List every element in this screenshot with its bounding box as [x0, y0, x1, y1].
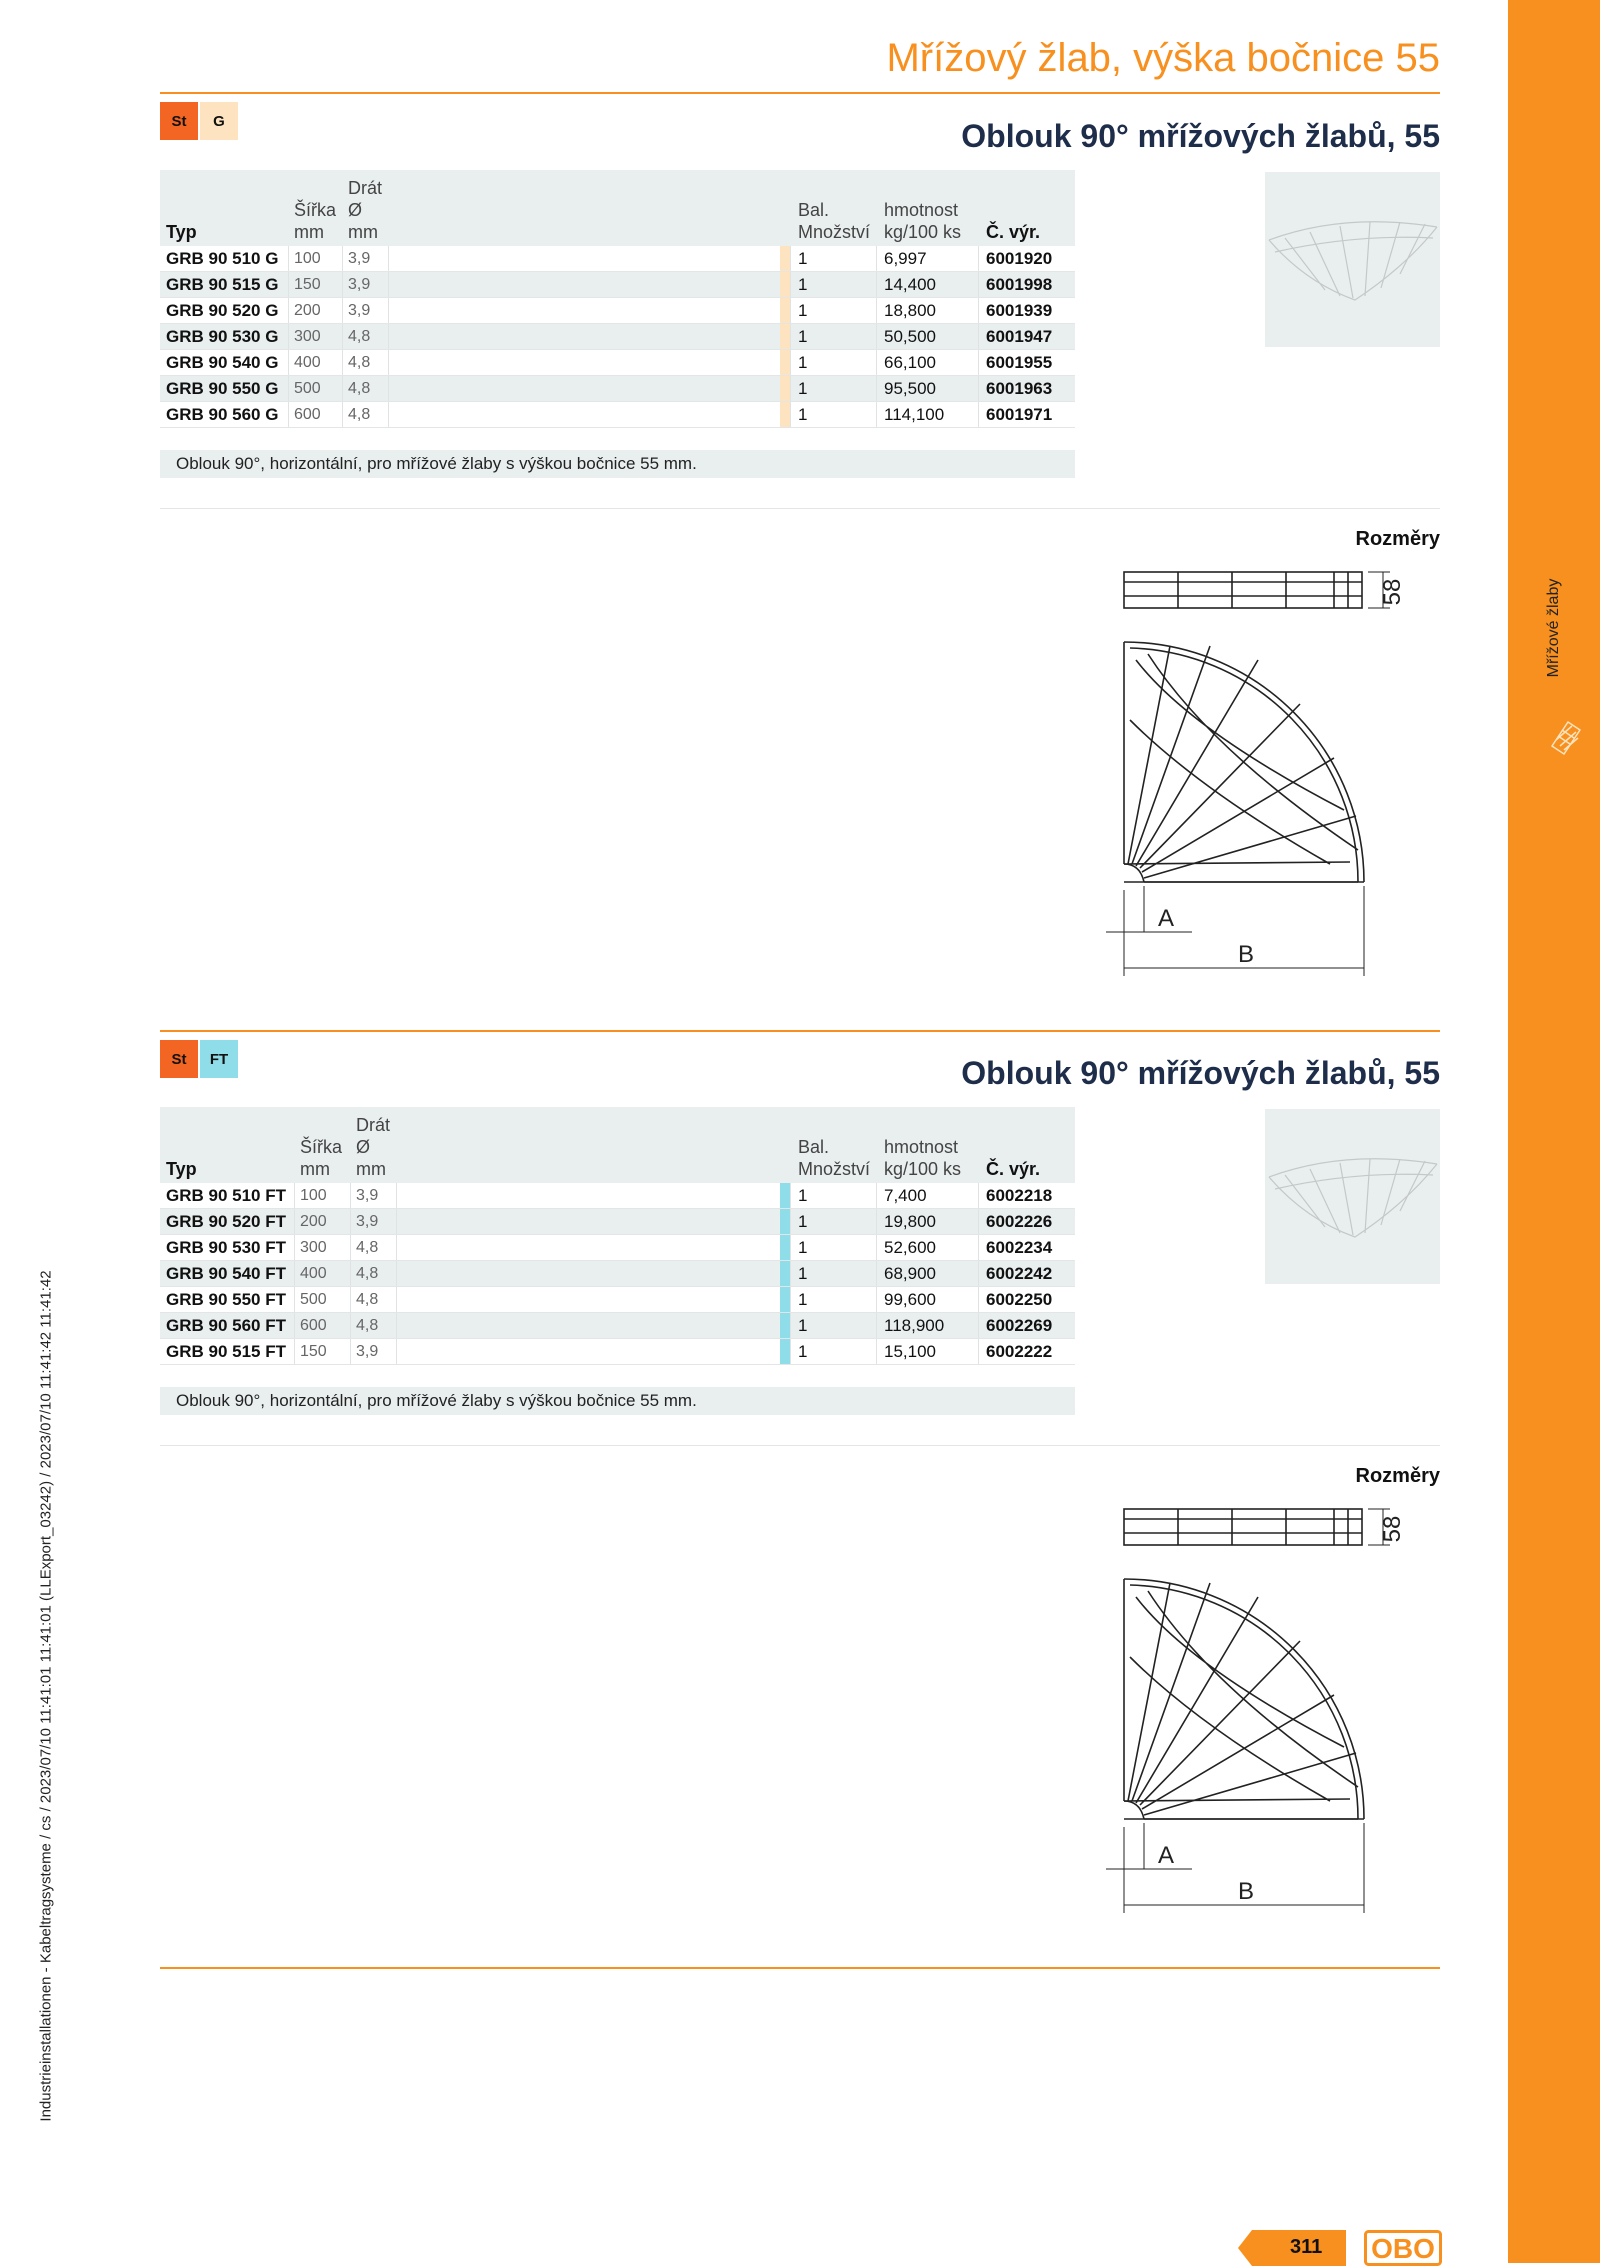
cell-divider: [294, 1339, 295, 1364]
dimension-drawing: [1100, 560, 1440, 980]
cell-wire: 3,9: [356, 1213, 379, 1230]
material-badges: [160, 1040, 238, 1078]
col-wire: Drát Ø mm: [356, 1115, 391, 1179]
cell-pack: 1: [798, 301, 808, 320]
finish-band: [780, 376, 790, 401]
badge-ft: FT: [200, 1040, 238, 1078]
cell-type: GRB 90 510 G: [166, 249, 279, 268]
cell-type: GRB 90 540 FT: [166, 1264, 286, 1283]
cell-width: 100: [294, 250, 321, 267]
cell-divider: [790, 376, 791, 401]
cell-divider: [294, 1183, 295, 1208]
cell-divider: [790, 1235, 791, 1260]
dim-height: 58: [1379, 1515, 1406, 1543]
table-header: [160, 1107, 1075, 1183]
cell-pack: 1: [798, 353, 808, 372]
footer-rule: [160, 1967, 1440, 1969]
cell-divider: [342, 246, 343, 271]
cell-divider: [350, 1287, 351, 1312]
cell-divider: [288, 246, 289, 271]
cell-type: GRB 90 550 G: [166, 379, 279, 398]
cell-divider: [294, 1235, 295, 1260]
cell-pack: 1: [798, 1316, 808, 1335]
cell-article: 6002242: [986, 1264, 1053, 1283]
cell-divider: [876, 402, 877, 427]
cell-divider: [978, 1313, 979, 1338]
dim-a: A: [1157, 1842, 1175, 1869]
dimensions-label: Rozměry: [1355, 528, 1440, 550]
cell-divider: [294, 1287, 295, 1312]
cell-mass: 50,500: [884, 327, 936, 346]
col-type: Typ: [166, 1159, 197, 1179]
badge-st: St: [160, 102, 198, 140]
cell-wire: 4,8: [348, 354, 371, 371]
cell-divider: [876, 324, 877, 349]
table-row: [160, 350, 1075, 376]
cell-article: 6002226: [986, 1212, 1053, 1231]
section-divider: [160, 1445, 1440, 1446]
cell-pack: 1: [798, 249, 808, 268]
cell-pack: 1: [798, 275, 808, 294]
cell-divider: [876, 298, 877, 323]
cell-mass: 18,800: [884, 301, 936, 320]
table-row: [160, 1313, 1075, 1339]
cell-divider: [978, 246, 979, 271]
cell-type: GRB 90 560 FT: [166, 1316, 286, 1335]
cell-type: GRB 90 540 G: [166, 353, 279, 372]
finish-band: [780, 298, 790, 323]
product-table: [160, 170, 1075, 428]
cell-wire: 4,8: [356, 1265, 379, 1282]
cell-divider: [978, 350, 979, 375]
cell-wire: 3,9: [356, 1343, 379, 1360]
cell-divider: [396, 1235, 397, 1260]
cell-width: 200: [300, 1213, 327, 1230]
cell-mass: 14,400: [884, 275, 936, 294]
finish-band: [780, 1235, 790, 1260]
cell-width: 400: [300, 1265, 327, 1282]
cell-wire: 4,8: [348, 406, 371, 423]
cell-divider: [790, 324, 791, 349]
finish-band: [780, 324, 790, 349]
dim-b: B: [1237, 941, 1255, 968]
cell-mass: 99,600: [884, 1290, 936, 1309]
table-row: [160, 1235, 1075, 1261]
cell-divider: [396, 1313, 397, 1338]
cell-wire: 3,9: [356, 1187, 379, 1204]
cell-divider: [342, 376, 343, 401]
cell-divider: [790, 1287, 791, 1312]
cell-type: GRB 90 515 FT: [166, 1342, 286, 1361]
cell-divider: [388, 324, 389, 349]
cell-divider: [978, 1183, 979, 1208]
col-mass: hmotnost kg/100 ks: [884, 1137, 962, 1179]
table-row: [160, 246, 1075, 272]
cell-mass: 95,500: [884, 379, 936, 398]
cell-article: 6001920: [986, 249, 1053, 268]
cell-divider: [876, 1235, 877, 1260]
cable-tray-bend-photo-icon: [1265, 172, 1440, 347]
cell-divider: [790, 298, 791, 323]
cell-divider: [978, 1209, 979, 1234]
table-row: [160, 1287, 1075, 1313]
obo-logo: [1364, 2230, 1442, 2266]
finish-band: [780, 402, 790, 427]
cell-pack: 1: [798, 1186, 808, 1205]
table-row: [160, 1339, 1075, 1365]
header-rule: [160, 92, 1440, 94]
cell-type: GRB 90 530 FT: [166, 1238, 286, 1257]
finish-band: [780, 1261, 790, 1286]
cell-article: 6001947: [986, 327, 1053, 346]
cell-divider: [790, 1261, 791, 1286]
cell-width: 150: [294, 276, 321, 293]
table-row: [160, 1209, 1075, 1235]
cell-width: 600: [300, 1317, 327, 1334]
cell-divider: [790, 1339, 791, 1364]
dim-height: 58: [1379, 578, 1406, 606]
table-body: [160, 246, 1075, 428]
cell-mass: 19,800: [884, 1212, 936, 1231]
finish-band: [780, 1183, 790, 1208]
cell-wire: 3,9: [348, 250, 371, 267]
cell-divider: [790, 246, 791, 271]
cell-divider: [342, 324, 343, 349]
col-pack: Bal. Množství: [798, 1137, 871, 1179]
badge-st: St: [160, 1040, 198, 1078]
cell-divider: [350, 1261, 351, 1286]
cell-divider: [288, 376, 289, 401]
cell-mass: 15,100: [884, 1342, 936, 1361]
table-header: [160, 170, 1075, 246]
cell-article: 6002234: [986, 1238, 1053, 1257]
cable-tray-bend-photo-icon: [1265, 1109, 1440, 1284]
material-badges: [160, 102, 238, 140]
finish-band: [780, 1287, 790, 1312]
cell-divider: [288, 402, 289, 427]
cell-article: 6002250: [986, 1290, 1053, 1309]
cell-wire: 4,8: [356, 1239, 379, 1256]
cell-divider: [294, 1209, 295, 1234]
cell-wire: 4,8: [356, 1291, 379, 1308]
cable-tray-icon: [1548, 716, 1584, 760]
cell-divider: [388, 350, 389, 375]
finish-band: [780, 1209, 790, 1234]
col-pack: Bal. Množství: [798, 200, 871, 242]
cell-divider: [294, 1261, 295, 1286]
page-title: Mřížový žlab, výška bočnice 55: [886, 36, 1440, 80]
table-row: [160, 298, 1075, 324]
cell-wire: 4,8: [348, 328, 371, 345]
cell-article: 6001971: [986, 405, 1053, 424]
col-type: Typ: [166, 222, 197, 242]
finish-band: [780, 272, 790, 297]
table-row: [160, 1261, 1075, 1287]
cell-article: 6001998: [986, 275, 1053, 294]
cell-mass: 68,900: [884, 1264, 936, 1283]
cell-type: GRB 90 560 G: [166, 405, 279, 424]
cell-type: GRB 90 520 G: [166, 301, 279, 320]
cell-pack: 1: [798, 1264, 808, 1283]
product-description: Oblouk 90°, horizontální, pro mřížové žlaby s výškou bočnice 55 mm.: [160, 450, 1075, 478]
col-width: Šířka mm: [300, 1137, 343, 1179]
section-rule: [160, 1030, 1440, 1032]
cell-pack: 1: [798, 1342, 808, 1361]
table-row: [160, 1183, 1075, 1209]
print-metadata: Industrieinstallationen - Kabeltragsysteme / cs / 2023/07/10 11:41:01 11:41:01 (LLExport_03242) / 2023/07/10 11:41:42 11:41:42: [37, 1270, 55, 2122]
cell-divider: [978, 298, 979, 323]
cell-divider: [978, 402, 979, 427]
cell-divider: [396, 1183, 397, 1208]
finish-band: [780, 350, 790, 375]
cell-divider: [876, 246, 877, 271]
cell-divider: [350, 1339, 351, 1364]
cell-divider: [396, 1261, 397, 1286]
cell-wire: 4,8: [356, 1317, 379, 1334]
product-description: Oblouk 90°, horizontální, pro mřížové žlaby s výškou bočnice 55 mm.: [160, 1387, 1075, 1415]
dim-b: B: [1237, 1878, 1255, 1905]
dim-a: A: [1157, 905, 1175, 932]
badge-g: G: [200, 102, 238, 140]
finish-band: [780, 246, 790, 271]
table-body: [160, 1183, 1075, 1365]
cell-type: GRB 90 530 G: [166, 327, 279, 346]
cell-divider: [388, 298, 389, 323]
product-table: [160, 1107, 1075, 1365]
cell-divider: [388, 272, 389, 297]
table-row: [160, 324, 1075, 350]
page-number: 311: [1290, 2236, 1323, 2258]
cell-divider: [978, 272, 979, 297]
cell-divider: [876, 1261, 877, 1286]
col-article: Č. výr.: [986, 222, 1041, 242]
cell-pack: 1: [798, 1238, 808, 1257]
col-wire: Drát Ø mm: [348, 178, 383, 242]
cell-divider: [350, 1183, 351, 1208]
cell-divider: [388, 402, 389, 427]
cell-divider: [342, 350, 343, 375]
cell-mass: 118,900: [884, 1316, 945, 1335]
cell-width: 600: [294, 406, 321, 423]
cell-divider: [790, 1183, 791, 1208]
cell-article: 6002269: [986, 1316, 1053, 1335]
cell-divider: [790, 350, 791, 375]
cell-divider: [790, 402, 791, 427]
cell-divider: [876, 350, 877, 375]
cell-width: 400: [294, 354, 321, 371]
cell-width: 500: [300, 1291, 327, 1308]
cell-divider: [388, 376, 389, 401]
cell-width: 100: [300, 1187, 327, 1204]
table-row: [160, 272, 1075, 298]
cell-pack: 1: [798, 379, 808, 398]
cell-divider: [342, 272, 343, 297]
cell-wire: 3,9: [348, 302, 371, 319]
cell-divider: [294, 1313, 295, 1338]
cell-divider: [876, 1209, 877, 1234]
cell-divider: [342, 298, 343, 323]
cell-type: GRB 90 510 FT: [166, 1186, 286, 1205]
cell-pack: 1: [798, 327, 808, 346]
cell-wire: 4,8: [348, 380, 371, 397]
cell-article: 6002222: [986, 1342, 1053, 1361]
sidebar-label: Mřížové žlaby: [1545, 578, 1562, 678]
cell-article: 6001939: [986, 301, 1053, 320]
cell-mass: 66,100: [884, 353, 936, 372]
cell-article: 6001963: [986, 379, 1053, 398]
cell-divider: [288, 324, 289, 349]
cell-divider: [790, 272, 791, 297]
cell-divider: [790, 1313, 791, 1338]
dimension-drawing: [1100, 1497, 1440, 1917]
cell-divider: [876, 272, 877, 297]
cell-divider: [978, 1287, 979, 1312]
col-width: Šířka mm: [294, 200, 337, 242]
cell-pack: 1: [798, 1290, 808, 1309]
cell-divider: [978, 324, 979, 349]
cell-pack: 1: [798, 1212, 808, 1231]
cell-type: GRB 90 550 FT: [166, 1290, 286, 1309]
cell-article: 6001955: [986, 353, 1053, 372]
cell-divider: [388, 246, 389, 271]
cell-width: 200: [294, 302, 321, 319]
cell-divider: [978, 376, 979, 401]
cell-divider: [978, 1261, 979, 1286]
cell-divider: [876, 376, 877, 401]
finish-band: [780, 1313, 790, 1338]
cell-width: 150: [300, 1343, 327, 1360]
cell-width: 300: [300, 1239, 327, 1256]
cell-divider: [396, 1287, 397, 1312]
cell-type: GRB 90 515 G: [166, 275, 279, 294]
cell-type: GRB 90 520 FT: [166, 1212, 286, 1231]
section-title: Oblouk 90° mřížových žlabů, 55: [961, 118, 1440, 154]
product-photo: [1265, 172, 1440, 347]
cell-wire: 3,9: [348, 276, 371, 293]
cell-article: 6002218: [986, 1186, 1053, 1205]
table-row: [160, 376, 1075, 402]
cell-divider: [342, 402, 343, 427]
product-photo: [1265, 1109, 1440, 1284]
cell-divider: [288, 350, 289, 375]
cell-width: 500: [294, 380, 321, 397]
dimensions-label: Rozměry: [1355, 1465, 1440, 1487]
cell-width: 300: [294, 328, 321, 345]
cell-mass: 52,600: [884, 1238, 936, 1257]
cell-mass: 114,100: [884, 405, 945, 424]
cell-divider: [790, 1209, 791, 1234]
cell-divider: [288, 272, 289, 297]
logo-text: OBO: [1371, 2233, 1435, 2264]
section-divider: [160, 508, 1440, 509]
col-article: Č. výr.: [986, 1159, 1041, 1179]
cell-mass: 7,400: [884, 1186, 927, 1205]
cell-divider: [350, 1209, 351, 1234]
table-row: [160, 402, 1075, 428]
side-bar: [1508, 0, 1600, 2263]
finish-band: [780, 1339, 790, 1364]
cell-divider: [350, 1235, 351, 1260]
cell-divider: [876, 1339, 877, 1364]
col-mass: hmotnost kg/100 ks: [884, 200, 962, 242]
cell-divider: [288, 298, 289, 323]
cell-divider: [978, 1339, 979, 1364]
cell-divider: [876, 1313, 877, 1338]
cell-mass: 6,997: [884, 249, 927, 268]
cell-divider: [396, 1209, 397, 1234]
cell-pack: 1: [798, 405, 808, 424]
cell-divider: [978, 1235, 979, 1260]
cell-divider: [876, 1183, 877, 1208]
cell-divider: [350, 1313, 351, 1338]
cell-divider: [876, 1287, 877, 1312]
cell-divider: [396, 1339, 397, 1364]
section-title: Oblouk 90° mřížových žlabů, 55: [961, 1055, 1440, 1091]
